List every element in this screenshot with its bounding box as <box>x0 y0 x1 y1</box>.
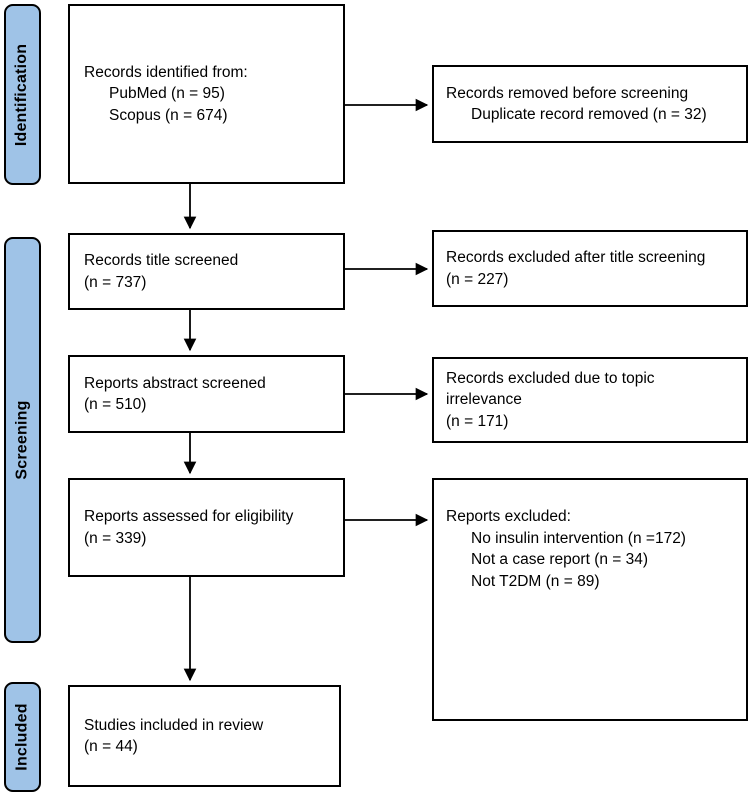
box-studies-included <box>68 685 341 787</box>
excluded-topic-line2: irrelevance <box>446 391 522 409</box>
title-screened-count: (n = 737) <box>84 273 147 291</box>
box-excluded-after-title <box>432 230 748 307</box>
stage-identification-label: Identification <box>13 43 31 146</box>
stage-screening-label: Screening <box>13 400 31 480</box>
stage-included-label: Included <box>13 703 31 771</box>
abstract-screened-line1: Reports abstract screened <box>84 374 266 392</box>
stage-included <box>4 682 41 792</box>
box-records-removed <box>432 65 748 143</box>
stage-screening <box>4 237 41 643</box>
records-identified-scopus: Scopus (n = 674) <box>109 106 228 124</box>
box-excluded-topic <box>432 357 748 443</box>
records-removed-title: Records removed before screening <box>446 84 689 102</box>
title-screened-line1: Records title screened <box>84 252 239 269</box>
box-title-screened <box>68 233 345 310</box>
box-assessed-eligibility <box>68 478 345 577</box>
excluded-after-title-line1: Records excluded after title screening <box>446 249 706 266</box>
studies-included-line1: Studies included in review <box>84 716 264 734</box>
studies-included-count: (n = 44) <box>84 738 138 755</box>
abstract-screened-count: (n = 510) <box>84 396 147 413</box>
excluded-topic-count: (n = 171) <box>446 412 509 430</box>
records-removed-duplicates: Duplicate record removed (n = 32) <box>471 106 707 123</box>
box-records-identified <box>68 4 345 184</box>
excluded-topic-line1: Records excluded due to topic <box>446 369 655 387</box>
assessed-eligibility-line1: Reports assessed for eligibility <box>84 508 294 525</box>
records-identified-title: Records identified from: <box>84 63 248 81</box>
box-abstract-screened <box>68 355 345 433</box>
stage-identification <box>4 4 41 185</box>
reports-excluded-no-insulin: No insulin intervention (n =172) <box>471 529 686 547</box>
records-identified-pubmed: PubMed (n = 95) <box>109 85 225 103</box>
assessed-eligibility-count: (n = 339) <box>84 529 147 547</box>
reports-excluded-title: Reports excluded: <box>446 508 571 525</box>
box-reports-excluded <box>432 478 748 721</box>
excluded-after-title-count: (n = 227) <box>446 270 509 288</box>
reports-excluded-not-t2dm: Not T2DM (n = 89) <box>471 572 600 590</box>
reports-excluded-not-case-report: Not a case report (n = 34) <box>471 551 649 568</box>
